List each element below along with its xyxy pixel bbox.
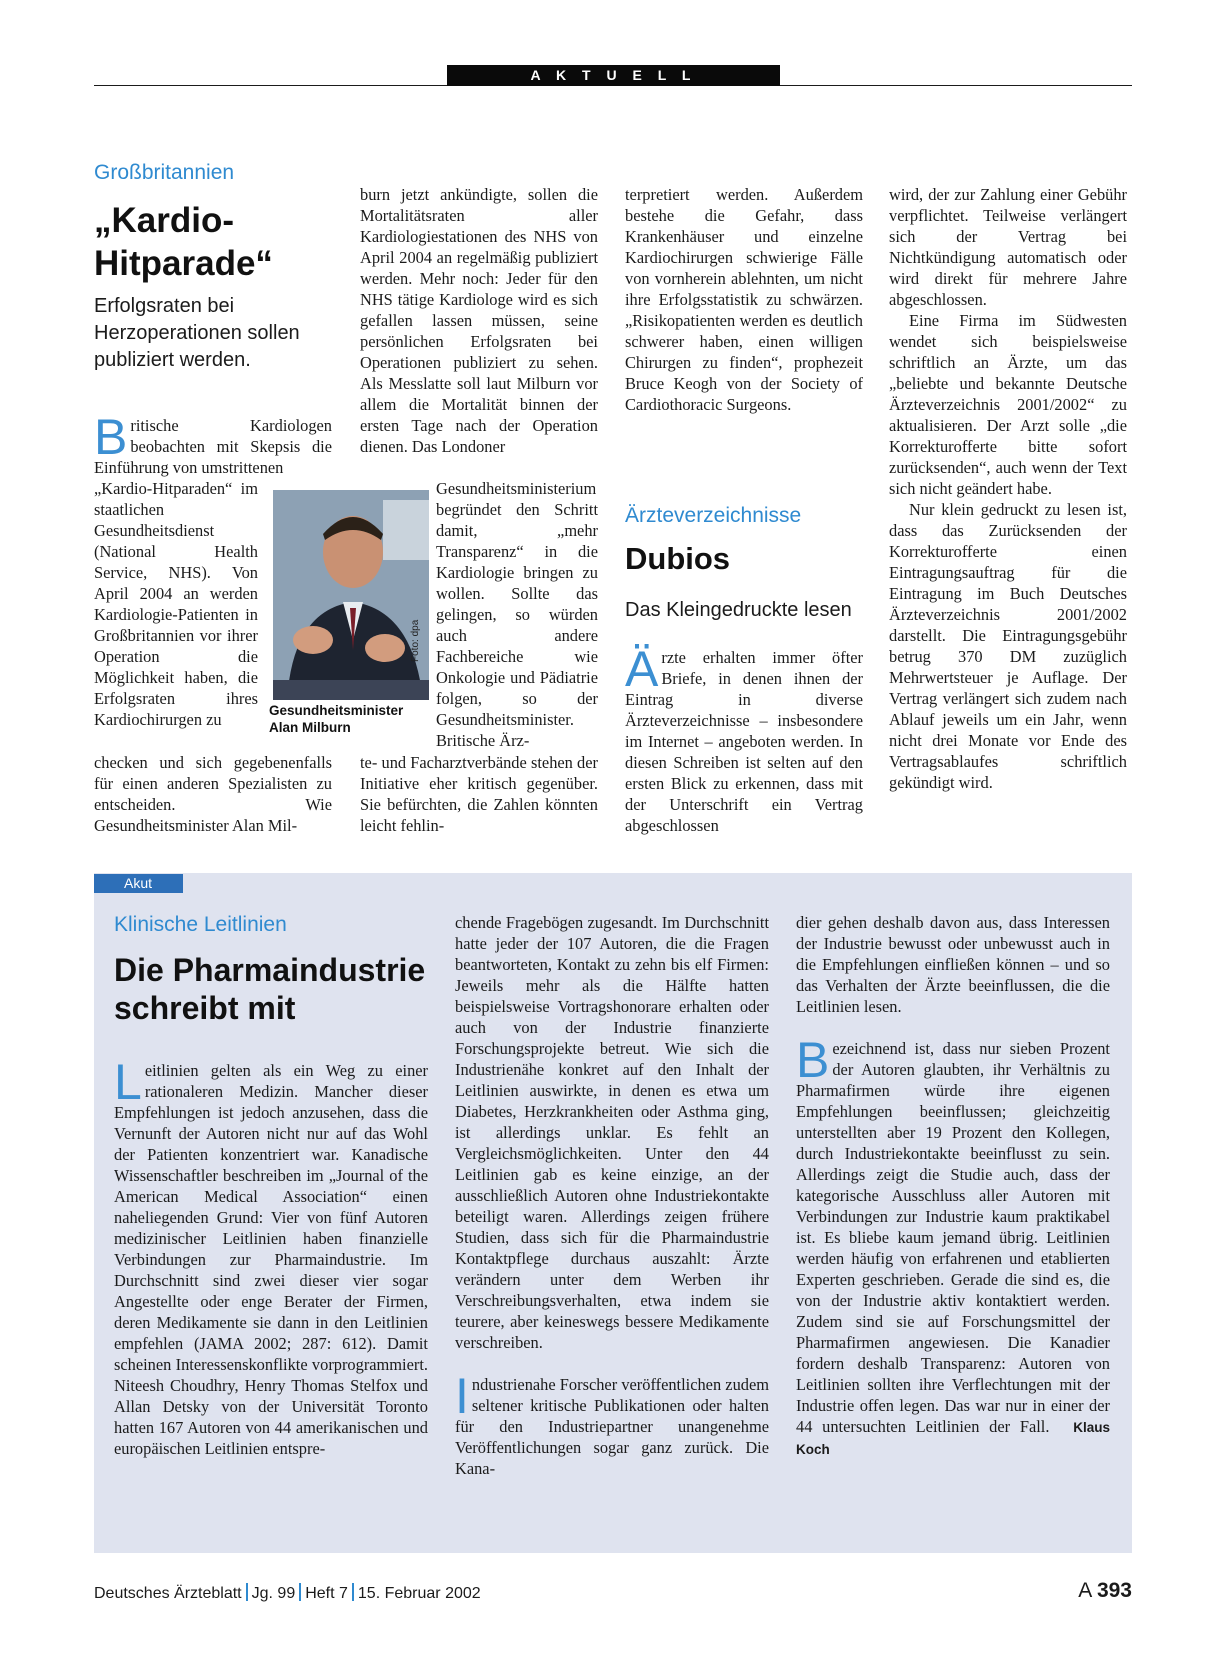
- article1-kicker: Großbritannien: [94, 161, 235, 184]
- footer-separator: [246, 1583, 248, 1601]
- article2-drop-cap: Ä: [625, 641, 659, 697]
- footer-issue: Heft 7: [305, 1585, 348, 1602]
- article2-col4-p2: Eine Firma im Südwesten wendet sich beispielsweise schriftlich an Ärzte, um das „beliebte und bekannte Deutsche Ärzteverzeichnis 2001/2002“ zu aktualisieren. Der Arzt solle „die Korrekturofferte bitte sofort zurücksenden“, auch wenn der Text sich nicht geändert habe.: [889, 311, 1127, 498]
- article1-col3: terpretiert werden. Außerdem bestehe die Gefahr, dass Krankenhäuser und einzelne Kardiochirurgen schwierige Fälle von vornherein ablehnten, um nicht ihre Erfolgsstatistik zu schwärzen. „Risikopatienten werden es deutlich schwerer haben, einen willigen Chirurgen zu finden“, prophezeit Bruce Keogh von der Society of Cardiothoracic Surgeons.: [625, 185, 863, 414]
- section-label: A K T U E L L: [447, 65, 780, 86]
- article3-col3-p2: ezeichnend ist, dass nur sieben Prozent der Autoren glaubten, ihr Verhältnis zu Pharmafirmen würde ihre eigenen Empfehlungen beeinflussen; gleichzeitig unterstellten aber 19 Prozent den Kollegen, durch Industriekontakte beeinflusst zu sein. Allerdings zeigt die Studie auch, dass der kategorische Ausschluss aller Autoren mit Verbindungen zur Industrie kaum praktikabel ist. Es bliebe kaum jemand übrig. Leitlinien werden häufig von erfahrenen und etablierten Experten geschrieben. Gerade die sind es, die von der Industrie aktiv kontaktiert werden. Zudem sind sie auf Forschungsmittel der Pharmafirmen angewiesen. Die Kanadier fordern deshalb Transparenz: Autoren von Leitlinien sollten ihre Verflechtungen mit der Industrie offen legen. Das war nur in einer der 44 untersuchten Leitlinien der Fall.: [796, 1039, 1110, 1436]
- article3-drop-cap-1: L: [114, 1054, 142, 1110]
- article3-author: Klaus Koch: [796, 1420, 1110, 1457]
- minister-photo: [273, 490, 429, 700]
- article2-title: Dubios: [625, 541, 731, 576]
- article3-kicker: Klinische Leitlinien: [114, 913, 287, 936]
- article3-col2: [455, 912, 769, 1479]
- article2-col3-text: rzte erhalten immer öfter Briefe, in denen ihnen der Eintrag in diverse Ärzteverzeichnisse – insbesondere im Internet – angeboten werden. In diesen Schreiben ist selten auf den ersten Blick zu erkennen, dass mit der Unterschrift ein Vertrag abgeschlossen: [625, 648, 863, 835]
- article1-col2-top: burn jetzt ankündigte, sollen die Mortalitätsraten aller Kardiologiestationen des NHS von April 2004 an regelmäßig publiziert werden. Mehr noch: Jeder für den NHS tätige Kardiologe wird es sich gefallen lassen müssen, seine persönlichen Erfolgsraten bei Operationen publiziert zu sehen. Als Messlatte soll laut Milburn vor allem die Mortalität binnen der ersten Tage nach der Operation dienen. Das Londoner: [360, 185, 598, 456]
- article3-col1: [114, 1054, 428, 1459]
- article1-drop-cap: B: [94, 409, 128, 465]
- photo-caption: [269, 702, 429, 736]
- article2-kicker: Ärzteverzeichnisse: [625, 504, 802, 527]
- minister-photo-illustration: [273, 490, 429, 700]
- article1-title-line2: Hitparade“: [94, 244, 273, 283]
- article3-drop-cap-2: I: [455, 1368, 469, 1424]
- footer-journal: Deutsches Ärzteblatt: [94, 1585, 242, 1602]
- article2-col3: [625, 641, 863, 836]
- article3-col3-p1: dier gehen deshalb davon aus, dass Interessen der Industrie bewusst oder unbewusst auch in die Empfehlungen einfließen können – und so das Verhalten der Ärzte beeinflussen, die die Leitlinien lesen.: [796, 913, 1110, 1016]
- article1-subtitle: Erfolgsraten bei Herzoperationen sollen publiziert werden.: [94, 295, 300, 371]
- article2-col4-p1: wird, der zur Zahlung einer Gebühr verpflichtet. Teilweise verlängert sich der Vertrag bei Nichtkündigung automatisch oder wird direkt für mehrere Jahre abgeschlossen.: [889, 185, 1127, 309]
- article1-col2-narrow: Gesundheitsministerium begründet den Schritt damit, „mehr Transparenz“ in die Kardiologie bringen zu wollen. Sollte das gelingen, so würden auch andere Fachbereiche wie Onkologie und Pädiatrie folgen, so der Gesundheitsminister. Britische Ärz-: [436, 479, 598, 750]
- article1-col1-narrow: „Kardio-Hitparaden“ im staatlichen Gesundheitsdienst (National Health Service, NHS). Von April 2004 an werden Kardiologie-Patienten in Großbritannien vor ihrer Operation die Möglichkeit haben, die Erfolgsraten ihres Kardiochirurgen zu: [94, 479, 258, 729]
- article1-col1-top-text: ritische Kardiologen beobachten mit Skepsis die Einführung von umstrittenen: [94, 416, 332, 477]
- photo-credit: Foto: dpa: [410, 619, 421, 662]
- article3-col3-p2-wrap: [796, 1032, 1110, 1460]
- photo-caption-line2: Alan Milburn: [269, 720, 351, 735]
- footer-volume: Jg. 99: [251, 1585, 296, 1602]
- page-footer: [94, 1579, 1132, 1613]
- article1-col1-top: [94, 409, 332, 478]
- article3-col1-text: eitlinien gelten als ein Weg zu einer rationaleren Medizin. Mancher dieser Empfehlungen ist jedoch anzusehen, dass die Vernunft der Autoren nicht nur auf das Wohl der Patienten konzentriert war. Kanadische Wissenschaftler beschreiben im „Journal of the American Medical Association“ einen naheliegenden Grund: Vier von fünf Autoren medizinischer Leitlinien haben finanzielle Verbindungen zur Pharmaindustrie. Im Durchschnitt sind zwei dieser vier sogar Angestellte oder enge Berater der Firmen, deren Medikamente sie dann in den Leitlinien empfehlen (JAMA 2002; 287: 612). Damit scheinen Interessenskonflikte vorprogrammiert. Niteesh Choudhry, Henry Thomas Stelfox und Allan Detsky von der Universität Toronto hatten 167 Autoren von 44 amerikanischen und europäischen Leitlinien entspre-: [114, 1061, 428, 1458]
- article3-title-line1: Die Pharmaindustrie: [114, 952, 426, 988]
- photo-caption-line1: Gesundheitsminister: [269, 703, 404, 718]
- article3-title: [114, 951, 425, 1027]
- article3-col2-p2-wrap: [455, 1368, 769, 1479]
- article1-title-line1: „Kardio-: [94, 201, 234, 240]
- article1-col1-bottom: checken und sich gegebenenfalls für einen anderen Spezialisten zu entscheiden. Wie Gesundheitsminister Alan Mil-: [94, 753, 332, 835]
- article2-col4-p3: Nur klein gedruckt zu lesen ist, dass das Zurücksenden der Korrekturofferte einen Eintragungsauftrag für die Eintragung im Buch Deutsches Ärzteverzeichnis 2001/2002 darstellt. Die Eintragungsgebühr betrug 370 DM zuzüglich Mehrwertsteuer je Auflage. Der Vertrag verlängert sich zudem nach Ablauf jeweils um ein Jahr, wenn nicht drei Monate vor Ende des Vertragsablaufes schriftlich gekündigt wird.: [889, 500, 1127, 792]
- article3-drop-cap-3: B: [796, 1032, 830, 1088]
- article2-subtitle: Das Kleingedruckte lesen: [625, 599, 852, 621]
- article2-col4: [889, 184, 1127, 793]
- page-number-block: [1078, 1579, 1132, 1603]
- footer-date: 15. Februar 2002: [357, 1585, 481, 1602]
- article1-col2-bottom: te- und Facharztverbände stehen der Initiative eher kritisch gegenüber. Sie befürchten, die Zahlen könnten leicht fehlin-: [360, 753, 598, 835]
- page-number: 393: [1096, 1579, 1132, 1602]
- article3-col3: [796, 912, 1110, 1460]
- article3-title-line2: schreibt mit: [114, 990, 296, 1026]
- article3-col2-p2: ndustrienahe Forscher veröffentlichen zudem seltener kritische Publikationen oder halten für den Industriepartner unangenehme Veröffentlichungen sogar ganz zurück. Die Kana-: [455, 1375, 769, 1478]
- akut-tab: Akut: [94, 874, 183, 893]
- article1-title: [94, 199, 273, 285]
- article3-col2-p1: chende Fragebögen zugesandt. Im Durchschnitt hatte jeder der 107 Autoren, die die Fragen beantworteten, Kontakt zu zehn bis elf Firmen: Jeweils mehr als die Hälfte hatten beispielsweise Vortragshonorare erhalten oder auch von der Industrie finanzierte Forschungsprojekte betreut. Wie sich die Industrienähe konkret auf den Inhalt der Leitlinien auswirkte, in denen es etwa um Diabetes, Herzkrankheiten oder Asthma ging, ist allerdings unklar. Es fehlt an Vergleichsmöglichkeiten. Unter den 44 Leitlinien gab es keine einzige, an der ausschließlich Autoren ohne Industriekontakte beteiligt waren. Allerdings zeigen frühere Studien, dass sich für die Pharmaindustrie Kontaktpflege durchaus auszahlt: Ärzte verändern unter dem Werben ihr Verschreibungsverhalten, etwa indem sie teurere, aber keineswegs bessere Medikamente verschreiben.: [455, 913, 769, 1352]
- footer-separator: [352, 1583, 354, 1601]
- footer-separator: [299, 1583, 301, 1601]
- page-number-prefix: A: [1078, 1579, 1092, 1602]
